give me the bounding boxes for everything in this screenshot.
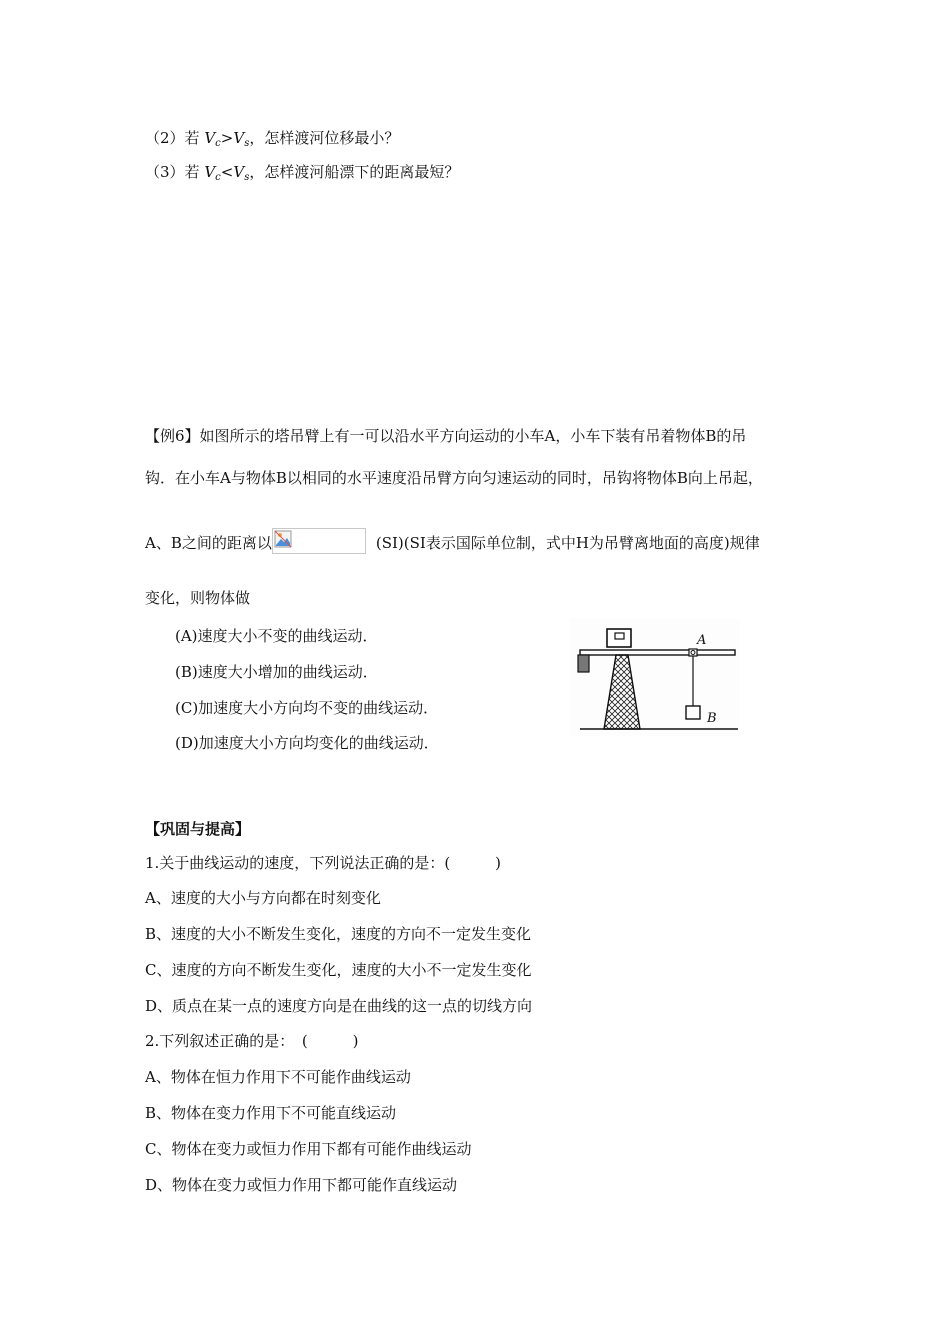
- review-q2-option-a: [145, 1067, 411, 1087]
- review-title: [145, 819, 250, 839]
- label-a: A: [697, 633, 707, 648]
- example-6-line-1: [145, 426, 746, 446]
- section-heading: 【巩固与提高】: [145, 820, 251, 838]
- option-a: [175, 626, 378, 646]
- example-text: A、B之间的距离以: [145, 534, 272, 552]
- object-b: [686, 706, 700, 719]
- label-b: B: [707, 711, 717, 726]
- velocity-symbol: V: [204, 129, 216, 147]
- velocity-subscript: s: [244, 172, 250, 183]
- option-text: A、物体在恒力作用下不可能作曲线运动: [145, 1068, 411, 1086]
- velocity-symbol: V: [233, 129, 245, 147]
- review-q2-option-d: [145, 1175, 457, 1195]
- review-q1-option-c: [145, 960, 531, 980]
- review-q2-option-c: [145, 1139, 471, 1159]
- example-6-line-4: [145, 588, 250, 608]
- example-tag: 【例6】: [145, 427, 200, 445]
- example-text: 如图所示的塔吊臂上有一可以沿水平方向运动的小车A，小车下装有吊着物体B的吊: [199, 427, 747, 445]
- velocity-subscript: s: [244, 138, 250, 149]
- question-number: （3）若: [145, 163, 205, 181]
- review-q2: [145, 1031, 359, 1051]
- example-6-line-2: [145, 468, 763, 488]
- option-text: (A)速度大小不变的曲线运动．: [175, 627, 378, 645]
- review-q1-option-d: [145, 996, 532, 1016]
- option-c: [175, 698, 438, 718]
- option-text: D、物体在变力或恒力作用下都可能作直线运动: [145, 1176, 458, 1194]
- broken-image-icon: [274, 530, 292, 548]
- review-q2-option-b: [145, 1103, 396, 1123]
- option-text: (C)加速度大小方向均不变的曲线运动．: [175, 699, 439, 717]
- review-q1-option-b: [145, 924, 531, 944]
- option-d: [175, 733, 439, 753]
- tower-crane-figure: [570, 618, 740, 736]
- example-text: 钩．在小车A与物体B以相同的水平速度沿吊臂方向匀速运动的同时，吊钩将物体B向上吊起，: [145, 469, 763, 487]
- velocity-subscript: c: [215, 138, 221, 149]
- option-text: D、质点在某一点的速度方向是在曲线的这一点的切线方向: [145, 997, 533, 1015]
- review-q1: [145, 853, 501, 873]
- example-text: 变化，则物体做: [145, 589, 251, 607]
- option-text: (B)速度大小增加的曲线运动．: [175, 663, 378, 681]
- velocity-symbol: V: [233, 163, 245, 181]
- example-text: (SI)(SI表示国际单位制，式中H为吊臂离地面的高度)规律: [375, 534, 760, 552]
- question-text: ，怎样渡河船漂下的距离最短？: [249, 163, 460, 181]
- question-number: （2）若: [145, 129, 205, 147]
- option-text: A、速度的大小与方向都在时刻变化: [145, 889, 381, 907]
- option-text: B、物体在变力作用下不可能直线运动: [145, 1104, 397, 1122]
- question-text: 2.下列叙述正确的是： ( ): [145, 1032, 359, 1050]
- review-q1-option-a: [145, 888, 381, 908]
- counterweight: [578, 655, 589, 672]
- question-text: ，怎样渡河位移最小？: [249, 129, 400, 147]
- question-3: [145, 162, 459, 188]
- formula-image-placeholder: [272, 528, 366, 554]
- example-6-line-3: [145, 528, 760, 554]
- option-b: [175, 662, 378, 682]
- comparison-operator: <: [220, 163, 234, 181]
- option-text: (D)加速度大小方向均变化的曲线运动．: [175, 734, 439, 752]
- crane-boom: [580, 650, 735, 655]
- option-text: C、速度的方向不断发生变化，速度的大小不一定发生变化: [145, 961, 532, 979]
- question-text: 1.关于曲线运动的速度，下列说法正确的是：( ): [145, 854, 502, 872]
- comparison-operator: >: [220, 129, 234, 147]
- question-2: [145, 128, 399, 154]
- velocity-subscript: c: [215, 172, 221, 183]
- option-text: B、速度的大小不断发生变化，速度的方向不一定发生变化: [145, 925, 532, 943]
- velocity-symbol: V: [204, 163, 216, 181]
- option-text: C、物体在变力或恒力作用下都有可能作曲线运动: [145, 1140, 472, 1158]
